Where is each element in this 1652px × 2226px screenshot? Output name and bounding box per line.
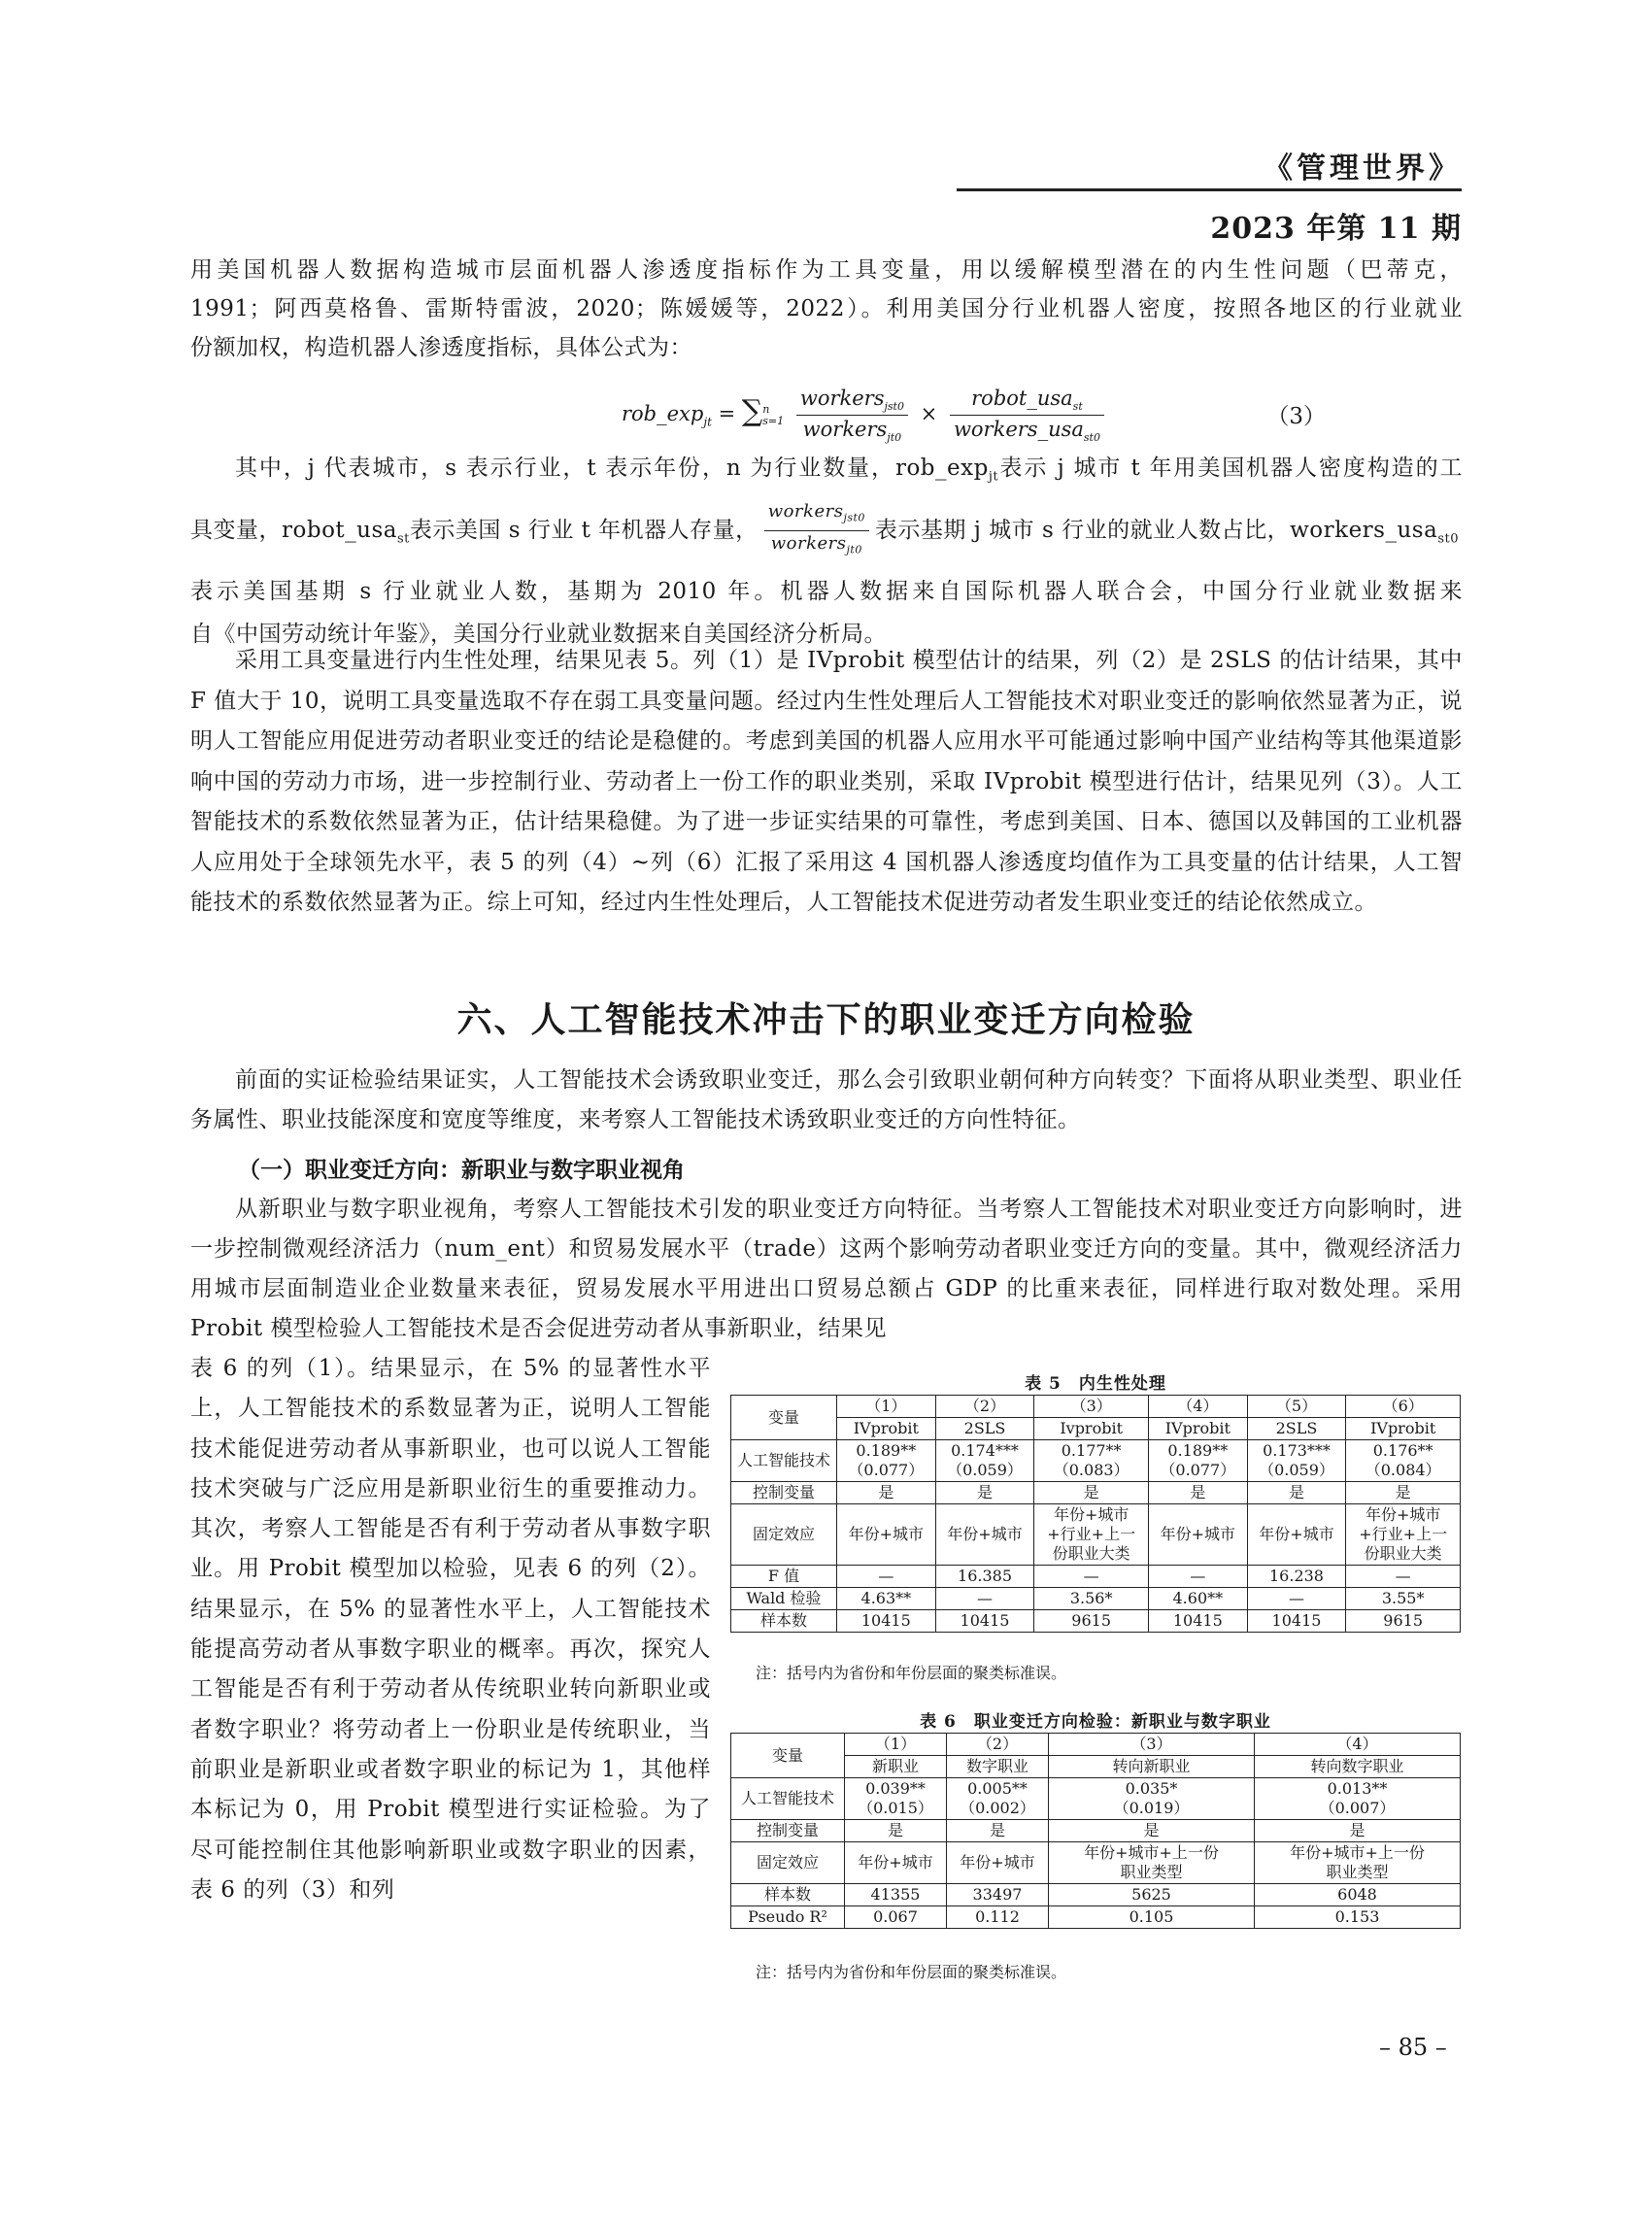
table5-cell: 是 <box>1034 1482 1149 1504</box>
table6-cell: 0.067 <box>845 1906 947 1929</box>
table6-note: 注：括号内为省份和年份层面的聚类标准误。 <box>756 1963 1067 1981</box>
table6-row-label: 固定效应 <box>731 1842 845 1884</box>
explain-fraction <box>764 501 869 561</box>
table5-cell: — <box>1148 1566 1247 1588</box>
table5-col-num: （1） <box>837 1396 936 1418</box>
explain-text: 表示美国 s 行业 t 年机器人存量， <box>409 517 759 543</box>
table5-cell: 10415 <box>837 1610 936 1633</box>
table5-model-row <box>731 1418 1461 1440</box>
frac1-den: workers <box>802 418 888 442</box>
table6-cell: 年份+城市 <box>947 1842 1049 1884</box>
table6-col-name: 转向数字职业 <box>1255 1756 1461 1778</box>
table5-cell: 10415 <box>935 1610 1034 1633</box>
table5-row-label: 控制变量 <box>731 1482 837 1504</box>
table5-row <box>731 1588 1461 1610</box>
table5-model: IVprobit <box>837 1418 936 1440</box>
table5-cell: 是 <box>1247 1482 1346 1504</box>
table5-cell: — <box>1247 1588 1346 1610</box>
formula-fraction-2 <box>950 387 1104 444</box>
iv-paragraph: 采用工具变量进行内生性处理，结果见表 5。列（1）是 IVprobit 模型估计的结果，列（2）是 2SLS 的估计结果，其中 F 值大于 10，说明工具变量选取不存在弱工具变量问题。经过内生性处理后人工智能技术对职业变迁的影响依然显著为正，说明人工智能应用促进劳动者职业变迁的结论是稳健的。考虑到美国的机器人应用水平可能通过影响中国产业结构等其他渠道影响中国的劳动力市场，进一步控制行业、劳动者上一份工作的职业类别，采取 IVprobit 模型进行估计，结果见列（3）。人工智能技术的系数依然显著为正，估计结果稳健。为了进一步证实结果的可靠性，考虑到美国、日本、德国以及韩国的工业机器人应用处于全球领先水平，表 5 的列（4）~列（6）汇报了采用这 4 国机器人渗透度均值作为工具变量的估计结果，人工智能技术的系数依然显著为正。综上可知，经过内生性处理后，人工智能技术促进劳动者发生职业变迁的结论依然成立。 <box>190 648 1463 915</box>
table5-model: Ivprobit <box>1034 1418 1149 1440</box>
top-paragraph <box>190 251 1463 367</box>
frac-num: workers <box>767 500 844 522</box>
frac1-num-sub: jst0 <box>884 400 904 414</box>
table6 <box>730 1733 1461 1929</box>
explain-text: 具变量，robot_usa <box>190 517 397 543</box>
section-title: 六、人工智能技术冲击下的职业变迁方向检验 <box>456 1000 1196 1040</box>
table6-cell: 0.035* （0.019） <box>1049 1778 1255 1820</box>
table6-var-header: 变量 <box>731 1734 845 1778</box>
explain-text: 其中，j 代表城市，s 表示行业，t 表示年份，n 为行业数量，rob_exp <box>235 455 989 481</box>
table5-cell: 年份+城市 +行业+上一 份职业大类 <box>1034 1504 1149 1566</box>
table6-cell: 是 <box>947 1820 1049 1842</box>
explain-line-1 <box>190 447 1463 499</box>
table6-row-label: Pseudo R² <box>731 1906 845 1929</box>
table6-row-label: 人工智能技术 <box>731 1778 845 1820</box>
table6-row <box>731 1820 1461 1842</box>
explain-sub: jt <box>988 469 999 485</box>
table6-cell: 5625 <box>1049 1884 1255 1906</box>
equation-number: （3） <box>1266 404 1326 429</box>
table6-cell: 0.112 <box>947 1906 1049 1929</box>
table6-cell: 0.039** （0.015） <box>845 1778 947 1820</box>
table5-row <box>731 1610 1461 1633</box>
table6-cell: 6048 <box>1255 1884 1461 1906</box>
frac2-den-sub: st0 <box>1083 431 1100 445</box>
formula-lhs-sub: jt <box>703 415 712 429</box>
times-sign: × <box>920 402 938 426</box>
table5-cell: 16.385 <box>935 1566 1034 1588</box>
frac1-num: workers <box>799 387 885 410</box>
top-paragraph-line: 1991；阿西莫格鲁、雷斯特雷波，2020；陈媛媛等，2022）。利用美国分行业机器人密度，按照各地区的行业就业 <box>190 296 1463 321</box>
table5-cell: 0.174*** （0.059） <box>935 1440 1034 1482</box>
table6-col-num: （2） <box>947 1734 1049 1756</box>
table6-col-num: （4） <box>1255 1734 1461 1756</box>
table5-cell: 3.55* <box>1346 1588 1461 1610</box>
table5-cell: — <box>1346 1566 1461 1588</box>
table5-cell: 年份+城市 <box>1148 1504 1247 1566</box>
explain-text: 表示基期 j 城市 s 行业的就业人数占比，workers_usa <box>874 517 1438 543</box>
table6-cell: 是 <box>1255 1820 1461 1842</box>
explain-sub: st0 <box>1437 531 1459 547</box>
table6-cell: 是 <box>845 1820 947 1842</box>
explain-line-4: 自《中国劳动统计年鉴》，美国分行业就业数据来自美国经济分析局。 <box>190 622 887 648</box>
intro-paragraph: 前面的实证检验结果证实，人工智能技术会诱致职业变迁，那么会引致职业朝何种方向转变？下面将从职业类型、职业任务属性、职业技能深度和宽度等维度，来考察人工智能技术诱致职业变迁的方向性特征。 <box>190 1067 1463 1132</box>
table6-cell: 33497 <box>947 1884 1049 1906</box>
explain-line-2 <box>190 499 1463 571</box>
table5-caption: 表 5 内生性处理 <box>1025 1374 1166 1394</box>
table6-cell: 年份+城市 <box>845 1842 947 1884</box>
table5-row-label: Wald 检验 <box>731 1588 837 1610</box>
table5-cell: 10415 <box>1247 1610 1346 1633</box>
explain-sub: st <box>396 531 410 547</box>
sum-bottom: s=1 <box>762 414 785 427</box>
issue-label: 2023 年第 11 期 <box>1210 212 1462 246</box>
explain-line-3: 表示美国基期 s 行业就业人数，基期为 2010 年。机器人数据来自国际机器人联合会，中国分行业就业数据来 <box>190 579 1463 605</box>
table5-cell: — <box>935 1588 1034 1610</box>
sum-top: n <box>762 402 770 416</box>
frac-num-sub: jst0 <box>843 511 865 524</box>
formula-fraction-1 <box>796 387 908 444</box>
table5-var-header: 变量 <box>731 1396 837 1440</box>
header-rule <box>957 188 1462 191</box>
frac2-num: robot_usa <box>971 387 1073 410</box>
table6-body <box>731 1778 1461 1929</box>
frac-den-sub: jt0 <box>846 543 862 556</box>
table5-cell: — <box>837 1566 936 1588</box>
table5-cell: 4.60** <box>1148 1588 1247 1610</box>
table6-row <box>731 1842 1461 1884</box>
table6-row <box>731 1884 1461 1906</box>
table5-col-num: （6） <box>1346 1396 1461 1418</box>
table6-cell: 0.153 <box>1255 1906 1461 1929</box>
table5-col-num: （3） <box>1034 1396 1149 1418</box>
table5-cell: 0.177** （0.083） <box>1034 1440 1149 1482</box>
table6-cell: 41355 <box>845 1884 947 1906</box>
table5-cell: 0.189** （0.077） <box>1148 1440 1247 1482</box>
table5-row <box>731 1566 1461 1588</box>
table6-cell: 0.013** （0.007） <box>1255 1778 1461 1820</box>
table6-col-name: 转向新职业 <box>1049 1756 1255 1778</box>
formula-lhs: rob_exp <box>622 402 704 426</box>
table5-model: IVprobit <box>1148 1418 1247 1440</box>
table5-cell: 3.56* <box>1034 1588 1149 1610</box>
left-column-paragraph: 表 6 的列（1）。结果显示，在 5% 的显著性水平上，人工智能技术的系数显著为正，说明人工智能技术能促进劳动者从事新职业，也可以说人工智能技术突破与广泛应用是新职业衍生的重要推动力。其次，考察人工智能是否有利于劳动者从事数字职业。用 Probit 模型加以检验，见表 6 的列（2）。结果显示，在 5% 的显著性水平上，人工智能技术能提高劳动者从事数字职业的概率。再次，探究人工智能是否有利于劳动者从传统职业转向新职业或者数字职业？将劳动者上一份职业是传统职业，当前职业是新职业或者数字职业的标记为 1，其他样本标记为 0，用 Probit 模型进行实证检验。为了尽可能控制住其他影响新职业或数字职业的因素，表 6 的列（3）和列 <box>190 1356 711 1903</box>
table5-col-num: （4） <box>1148 1396 1247 1418</box>
table5-cell: 年份+城市 <box>1247 1504 1346 1566</box>
table6-cell: 0.005** （0.002） <box>947 1778 1049 1820</box>
table6-row-label: 样本数 <box>731 1884 845 1906</box>
table5-row <box>731 1440 1461 1482</box>
table5-cell: 4.63** <box>837 1588 936 1610</box>
table5-cell: 16.238 <box>1247 1566 1346 1588</box>
table5-body <box>731 1440 1461 1633</box>
body-paragraph: 从新职业与数字职业视角，考察人工智能技术引发的职业变迁方向特征。当考察人工智能技术对职业变迁方向影响时，进一步控制微观经济活力（num_ent）和贸易发展水平（trade）这两个影响劳动者职业变迁方向的变量。其中，微观经济活力用城市层面制造业企业数量来表征，贸易发展水平用进出口贸易总额占 GDP 的比重来表征，同样进行取对数处理。采用 Probit 模型检验人工智能技术是否会促进劳动者从事新职业，结果见 <box>190 1197 1463 1341</box>
table5-row-label: F 值 <box>731 1566 837 1588</box>
table5-col-num: （5） <box>1247 1396 1346 1418</box>
table5-cell: 9615 <box>1034 1610 1149 1633</box>
frac-den: workers <box>770 533 847 555</box>
table5-cell: 是 <box>1148 1482 1247 1504</box>
table5-cell: 10415 <box>1148 1610 1247 1633</box>
table5-row-label: 人工智能技术 <box>731 1440 837 1482</box>
table5-cell: 0.173*** （0.059） <box>1247 1440 1346 1482</box>
table5-cell: 年份+城市 <box>837 1504 936 1566</box>
table5-cell: 是 <box>935 1482 1034 1504</box>
table5-cell: 年份+城市 <box>935 1504 1034 1566</box>
table6-row-label: 控制变量 <box>731 1820 845 1842</box>
frac1-den-sub: jt0 <box>887 431 902 445</box>
table6-cell: 是 <box>1049 1820 1255 1842</box>
table5-cell: 是 <box>837 1482 936 1504</box>
table5-row <box>731 1504 1461 1566</box>
table5-cell: — <box>1034 1566 1149 1588</box>
table5-model: 2SLS <box>935 1418 1034 1440</box>
journal-title: 《管理世界》 <box>1264 152 1462 186</box>
table6-caption: 表 6 职业变迁方向检验：新职业与数字职业 <box>920 1712 1271 1732</box>
table5-model: 2SLS <box>1247 1418 1346 1440</box>
table6-col-num: （3） <box>1049 1734 1255 1756</box>
table5-cell: 9615 <box>1346 1610 1461 1633</box>
table6-header-row <box>731 1734 1461 1756</box>
explain-paragraph <box>190 447 1463 656</box>
table6-cell: 年份+城市+上一份 职业类型 <box>1049 1842 1255 1884</box>
table5-header-row <box>731 1396 1461 1418</box>
table5-model: IVprobit <box>1346 1418 1461 1440</box>
table6-cell: 年份+城市+上一份 职业类型 <box>1255 1842 1461 1884</box>
table5-cell: 0.189** （0.077） <box>837 1440 936 1482</box>
frac2-num-sub: st <box>1072 400 1083 414</box>
explain-text: 表示 j 城市 t 年用美国机器人密度构造的工 <box>998 455 1463 481</box>
table5-col-num: （2） <box>935 1396 1034 1418</box>
table5-row <box>731 1482 1461 1504</box>
subsection-title: （一）职业变迁方向：新职业与数字职业视角 <box>238 1158 685 1183</box>
table5-row-label: 固定效应 <box>731 1504 837 1566</box>
table6-cell: 0.105 <box>1049 1906 1255 1929</box>
table6-row <box>731 1778 1461 1820</box>
table5 <box>730 1395 1461 1633</box>
table5-row-label: 样本数 <box>731 1610 837 1633</box>
table6-row <box>731 1906 1461 1929</box>
table6-col-num: （1） <box>845 1734 947 1756</box>
page-number: – 85 – <box>1379 2034 1447 2061</box>
top-paragraph-line: 用美国机器人数据构造城市层面机器人渗透度指标作为工具变量，用以缓解模型潜在的内生性问题（巴蒂克， <box>190 257 1463 283</box>
table5-cell: 是 <box>1346 1482 1461 1504</box>
table5-cell: 年份+城市 +行业+上一 份职业大类 <box>1346 1504 1461 1566</box>
formula-3: $rob\_\exp_{jt}$ = ∑ n s=1 $\frac{workers_{jst0}}{workers_{jt0}}$ × $\frac{robot\_usa_{st}}{workers\_usa_{st0}}$ <box>622 387 1110 444</box>
sum-sign: ∑ <box>741 394 763 429</box>
table6-col-name: 数字职业 <box>947 1756 1049 1778</box>
frac2-den: workers_usa <box>953 418 1084 442</box>
table6-col-name: 新职业 <box>845 1756 947 1778</box>
table5-cell: 0.176** （0.084） <box>1346 1440 1461 1482</box>
top-paragraph-line: 份额加权，构造机器人渗透度指标，具体公式为： <box>190 335 692 360</box>
table5-note: 注：括号内为省份和年份层面的聚类标准误。 <box>756 1664 1067 1682</box>
